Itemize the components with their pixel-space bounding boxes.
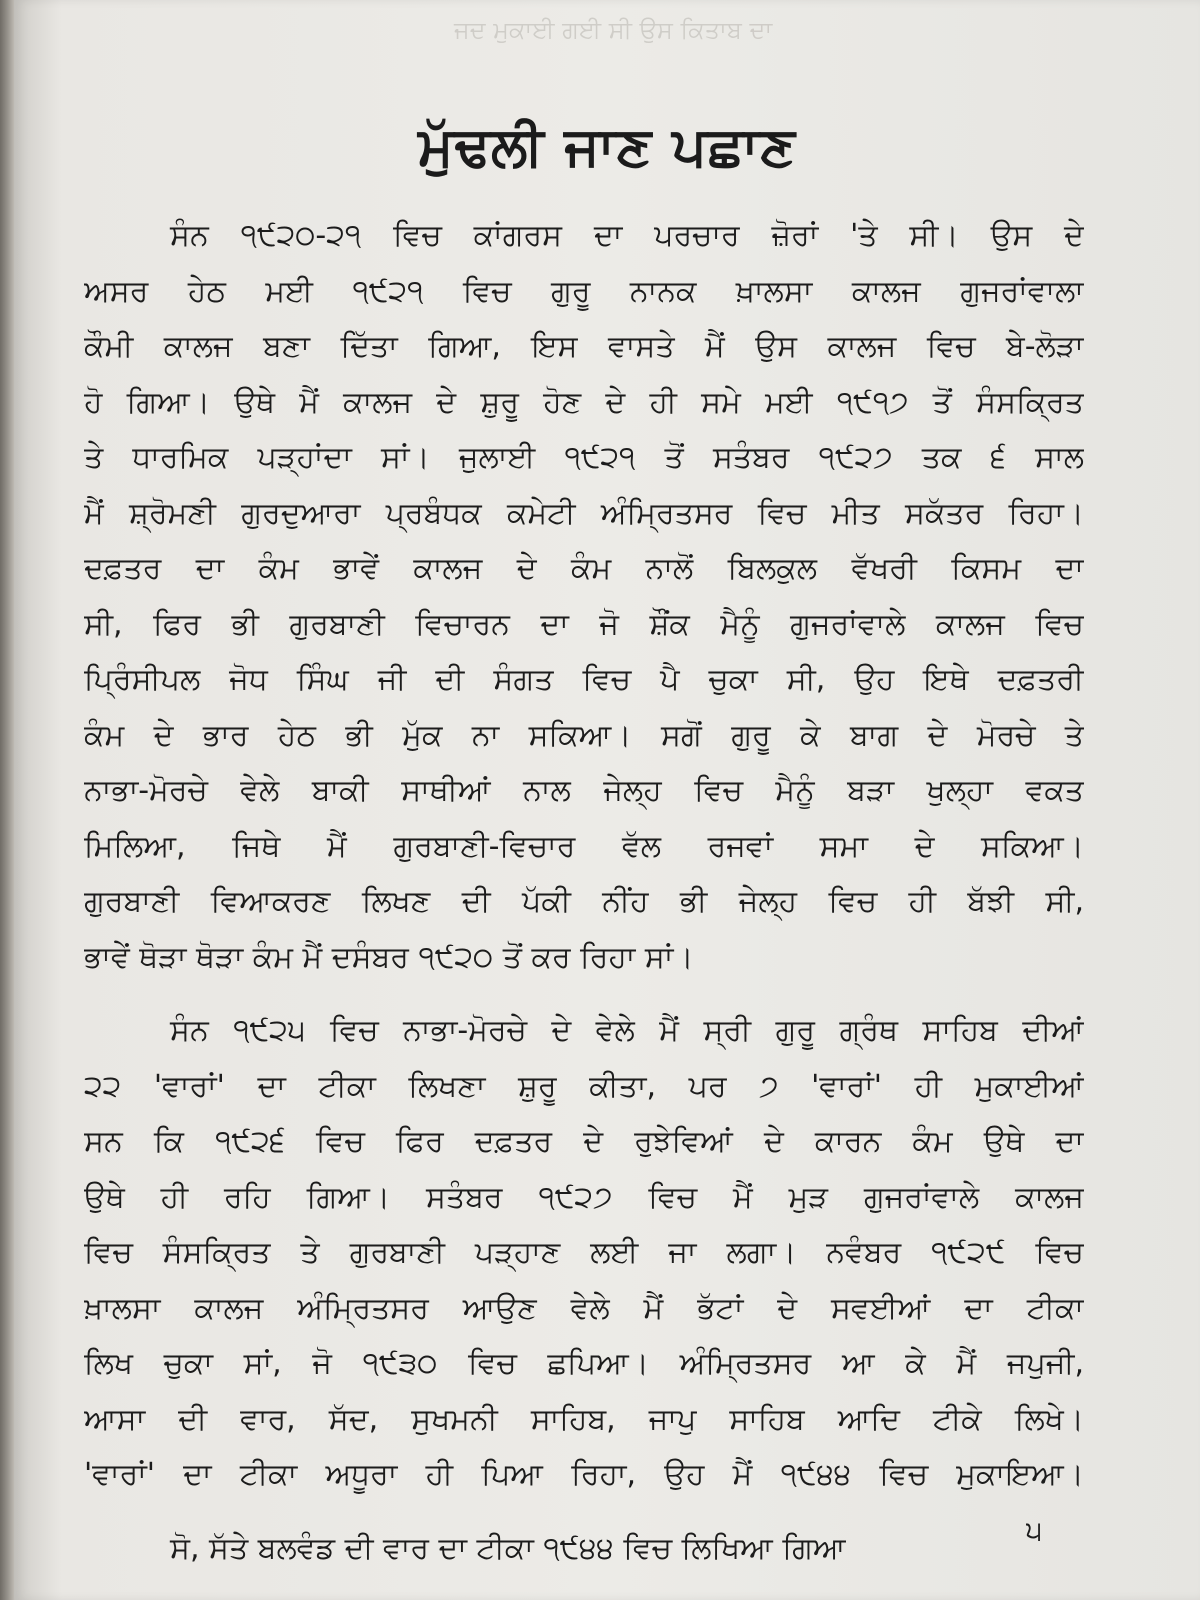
text-line: ਹੋ ਗਿਆ। ਉਥੇ ਮੈਂ ਕਾਲਜ ਦੇ ਸ਼ੁਰੂ ਹੋਣ ਦੇ ਹੀ ਸਮੇ ਮਈ ੧੯੧੭ ਤੋਂ ਸੰਸਕ੍ਰਿਤ bbox=[84, 384, 1084, 420]
text-line: ਦਫ਼ਤਰ ਦਾ ਕੰਮ ਭਾਵੇਂ ਕਾਲਜ ਦੇ ਕੰਮ ਨਾਲੋਂ ਬਿਲਕੁਲ ਵੱਖਰੀ ਕਿਸਮ ਦਾ bbox=[84, 551, 1084, 586]
text-line: ਕੌਮੀ ਕਾਲਜ ਬਣਾ ਦਿੱਤਾ ਗਿਆ, ਇਸ ਵਾਸਤੇ ਮੈਂ ਉਸ ਕਾਲਜ ਵਿਚ ਬੇ-ਲੋੜਾ bbox=[84, 329, 1084, 364]
text-line: ਭਾਵੇਂ ਥੋੜਾ ਥੋੜਾ ਕੰਮ ਮੈਂ ਦਸੰਬਰ ੧੯੨੦ ਤੋਂ ਕਰ ਰਿਹਾ ਸਾਂ। bbox=[84, 939, 694, 975]
book-spine bbox=[0, 0, 14, 1600]
text-line: ਕੰਮ ਦੇ ਭਾਰ ਹੇਠ ਭੀ ਮੁੱਕ ਨਾ ਸਕਿਆ। ਸਗੋਂ ਗੁਰੂ ਕੇ ਬਾਗ ਦੇ ਮੋਰਚੇ ਤੇ bbox=[84, 717, 1084, 753]
text-line: ਸੰਨ ੧੯੨੫ ਵਿਚ ਨਾਭਾ-ਮੋਰਚੇ ਦੇ ਵੇਲੇ ਮੈਂ ਸ੍ਰੀ ਗੁਰੂ ਗ੍ਰੰਥ ਸਾਹਿਬ ਦੀਆਂ bbox=[170, 1013, 1084, 1048]
text-line: 'ਵਾਰਾਂ' ਦਾ ਟੀਕਾ ਅਧੂਰਾ ਹੀ ਪਿਆ ਰਿਹਾ, ਉਹ ਮੈਂ ੧੯੪੪ ਵਿਚ ਮੁਕਾਇਆ। bbox=[84, 1457, 1084, 1492]
text-line: ਆਸਾ ਦੀ ਵਾਰ, ਸੱਦ, ਸੁਖਮਨੀ ਸਾਹਿਬ, ਜਾਪੁ ਸਾਹਿਬ ਆਦਿ ਟੀਕੇ ਲਿਖੇ। bbox=[84, 1401, 1084, 1437]
text-line: ਸੰਨ ੧੯੨੦-੨੧ ਵਿਚ ਕਾਂਗਰਸ ਦਾ ਪਰਚਾਰ ਜ਼ੋਰਾਂ 'ਤੇ ਸੀ। ਉਸ ਦੇ bbox=[170, 218, 1084, 253]
text-line: ਮਿਲਿਆ, ਜਿਥੇ ਮੈਂ ਗੁਰਬਾਣੀ-ਵਿਚਾਰ ਵੱਲ ਰਜਵਾਂ ਸਮਾ ਦੇ ਸਕਿਆ। bbox=[84, 828, 1084, 864]
text-line: ੨੨ 'ਵਾਰਾਂ' ਦਾ ਟੀਕਾ ਲਿਖਣਾ ਸ਼ੁਰੂ ਕੀਤਾ, ਪਰ ੭ 'ਵਾਰਾਂ' ਹੀ ਮੁਕਾਈਆਂ bbox=[84, 1068, 1084, 1104]
text-line: ਉਥੇ ਹੀ ਰਹਿ ਗਿਆ। ਸਤੰਬਰ ੧੯੨੭ ਵਿਚ ਮੈਂ ਮੁੜ ਗੁਜਰਾਂਵਾਲੇ ਕਾਲਜ bbox=[84, 1179, 1084, 1215]
text-line: ਨਾਭਾ-ਮੋਰਚੇ ਵੇਲੇ ਬਾਕੀ ਸਾਥੀਆਂ ਨਾਲ ਜੇਲ੍ਹ ਵਿਚ ਮੈਨੂੰ ਬੜਾ ਖੁਲ੍ਹਾ ਵਕਤ bbox=[84, 773, 1084, 808]
text-line: ਤੇ ਧਾਰਮਿਕ ਪੜ੍ਹਾਂਦਾ ਸਾਂ। ਜੁਲਾਈ ੧੯੨੧ ਤੋਂ ਸਤੰਬਰ ੧੯੨੭ ਤਕ ੬ ਸਾਲ bbox=[84, 440, 1084, 475]
paragraph-2 bbox=[84, 1003, 1084, 1503]
text-line: ਮੈਂ ਸ਼੍ਰੋਮਣੀ ਗੁਰਦੁਆਰਾ ਪ੍ਰਬੰਧਕ ਕਮੇਟੀ ਅੰਮ੍ਰਿਤਸਰ ਵਿਚ ਮੀਤ ਸਕੱਤਰ ਰਿਹਾ। bbox=[84, 495, 1084, 531]
text-line: ਗੁਰਬਾਣੀ ਵਿਆਕਰਣ ਲਿਖਣ ਦੀ ਪੱਕੀ ਨੀਂਹ ਭੀ ਜੇਲ੍ਹ ਵਿਚ ਹੀ ਬੱਝੀ ਸੀ, bbox=[84, 884, 1084, 919]
page-number: ੫ bbox=[1026, 1514, 1043, 1547]
paragraph-1 bbox=[84, 208, 1084, 985]
paragraph-3 bbox=[84, 1521, 1084, 1577]
text-line: ਸਨ ਕਿ ੧੯੨੬ ਵਿਚ ਫਿਰ ਦਫ਼ਤਰ ਦੇ ਰੁਝੇਵਿਆਂ ਦੇ ਕਾਰਨ ਕੰਮ ਉਥੇ ਦਾ bbox=[84, 1124, 1084, 1159]
text-line: ਸੋ, ਸੱਤੇ ਬਲਵੰਡ ਦੀ ਵਾਰ ਦਾ ਟੀਕਾ ੧੯੪੪ ਵਿਚ ਲਿਖਿਆ ਗਿਆ bbox=[170, 1530, 846, 1566]
bleed-through-text: ਜਦ ਮੁਕਾਈ ਗਈ ਸੀ ਉਸ ਕਿਤਾਬ ਦਾ bbox=[454, 16, 773, 44]
text-line: ਲਿਖ ਚੁਕਾ ਸਾਂ, ਜੋ ੧੯੩੦ ਵਿਚ ਛਪਿਆ। ਅੰਮ੍ਰਿਤਸਰ ਆ ਕੇ ਮੈਂ ਜਪੁਜੀ, bbox=[84, 1346, 1084, 1381]
text-line: ਵਿਚ ਸੰਸਕ੍ਰਿਤ ਤੇ ਗੁਰਬਾਣੀ ਪੜ੍ਹਾਣ ਲਈ ਜਾ ਲਗਾ। ਨਵੰਬਰ ੧੯੨੯ ਵਿਚ bbox=[84, 1235, 1084, 1270]
text-line: ਪ੍ਰਿੰਸੀਪਲ ਜੋਧ ਸਿੰਘ ਜੀ ਦੀ ਸੰਗਤ ਵਿਚ ਪੈ ਚੁਕਾ ਸੀ, ਉਹ ਇਥੇ ਦਫ਼ਤਰੀ bbox=[84, 662, 1084, 697]
body-text bbox=[84, 208, 1084, 1594]
text-line: ਖ਼ਾਲਸਾ ਕਾਲਜ ਅੰਮ੍ਰਿਤਸਰ ਆਉਣ ਵੇਲੇ ਮੈਂ ਭੱਟਾਂ ਦੇ ਸਵਈਆਂ ਦਾ ਟੀਕਾ bbox=[84, 1290, 1084, 1326]
text-line: ਅਸਰ ਹੇਠ ਮਈ ੧੯੨੧ ਵਿਚ ਗੁਰੂ ਨਾਨਕ ਖ਼ਾਲਸਾ ਕਾਲਜ ਗੁਜਰਾਂਵਾਲਾ bbox=[84, 273, 1084, 309]
page-title: ਮੁੱਢਲੀ ਜਾਣ ਪਛਾਣ bbox=[418, 115, 796, 178]
text-line: ਸੀ, ਫਿਰ ਭੀ ਗੁਰਬਾਣੀ ਵਿਚਾਰਨ ਦਾ ਜੋ ਸ਼ੌਂਕ ਮੈਨੂੰ ਗੁਜਰਾਂਵਾਲੇ ਕਾਲਜ ਵਿਚ bbox=[84, 606, 1084, 642]
book-page bbox=[14, 0, 1200, 1600]
